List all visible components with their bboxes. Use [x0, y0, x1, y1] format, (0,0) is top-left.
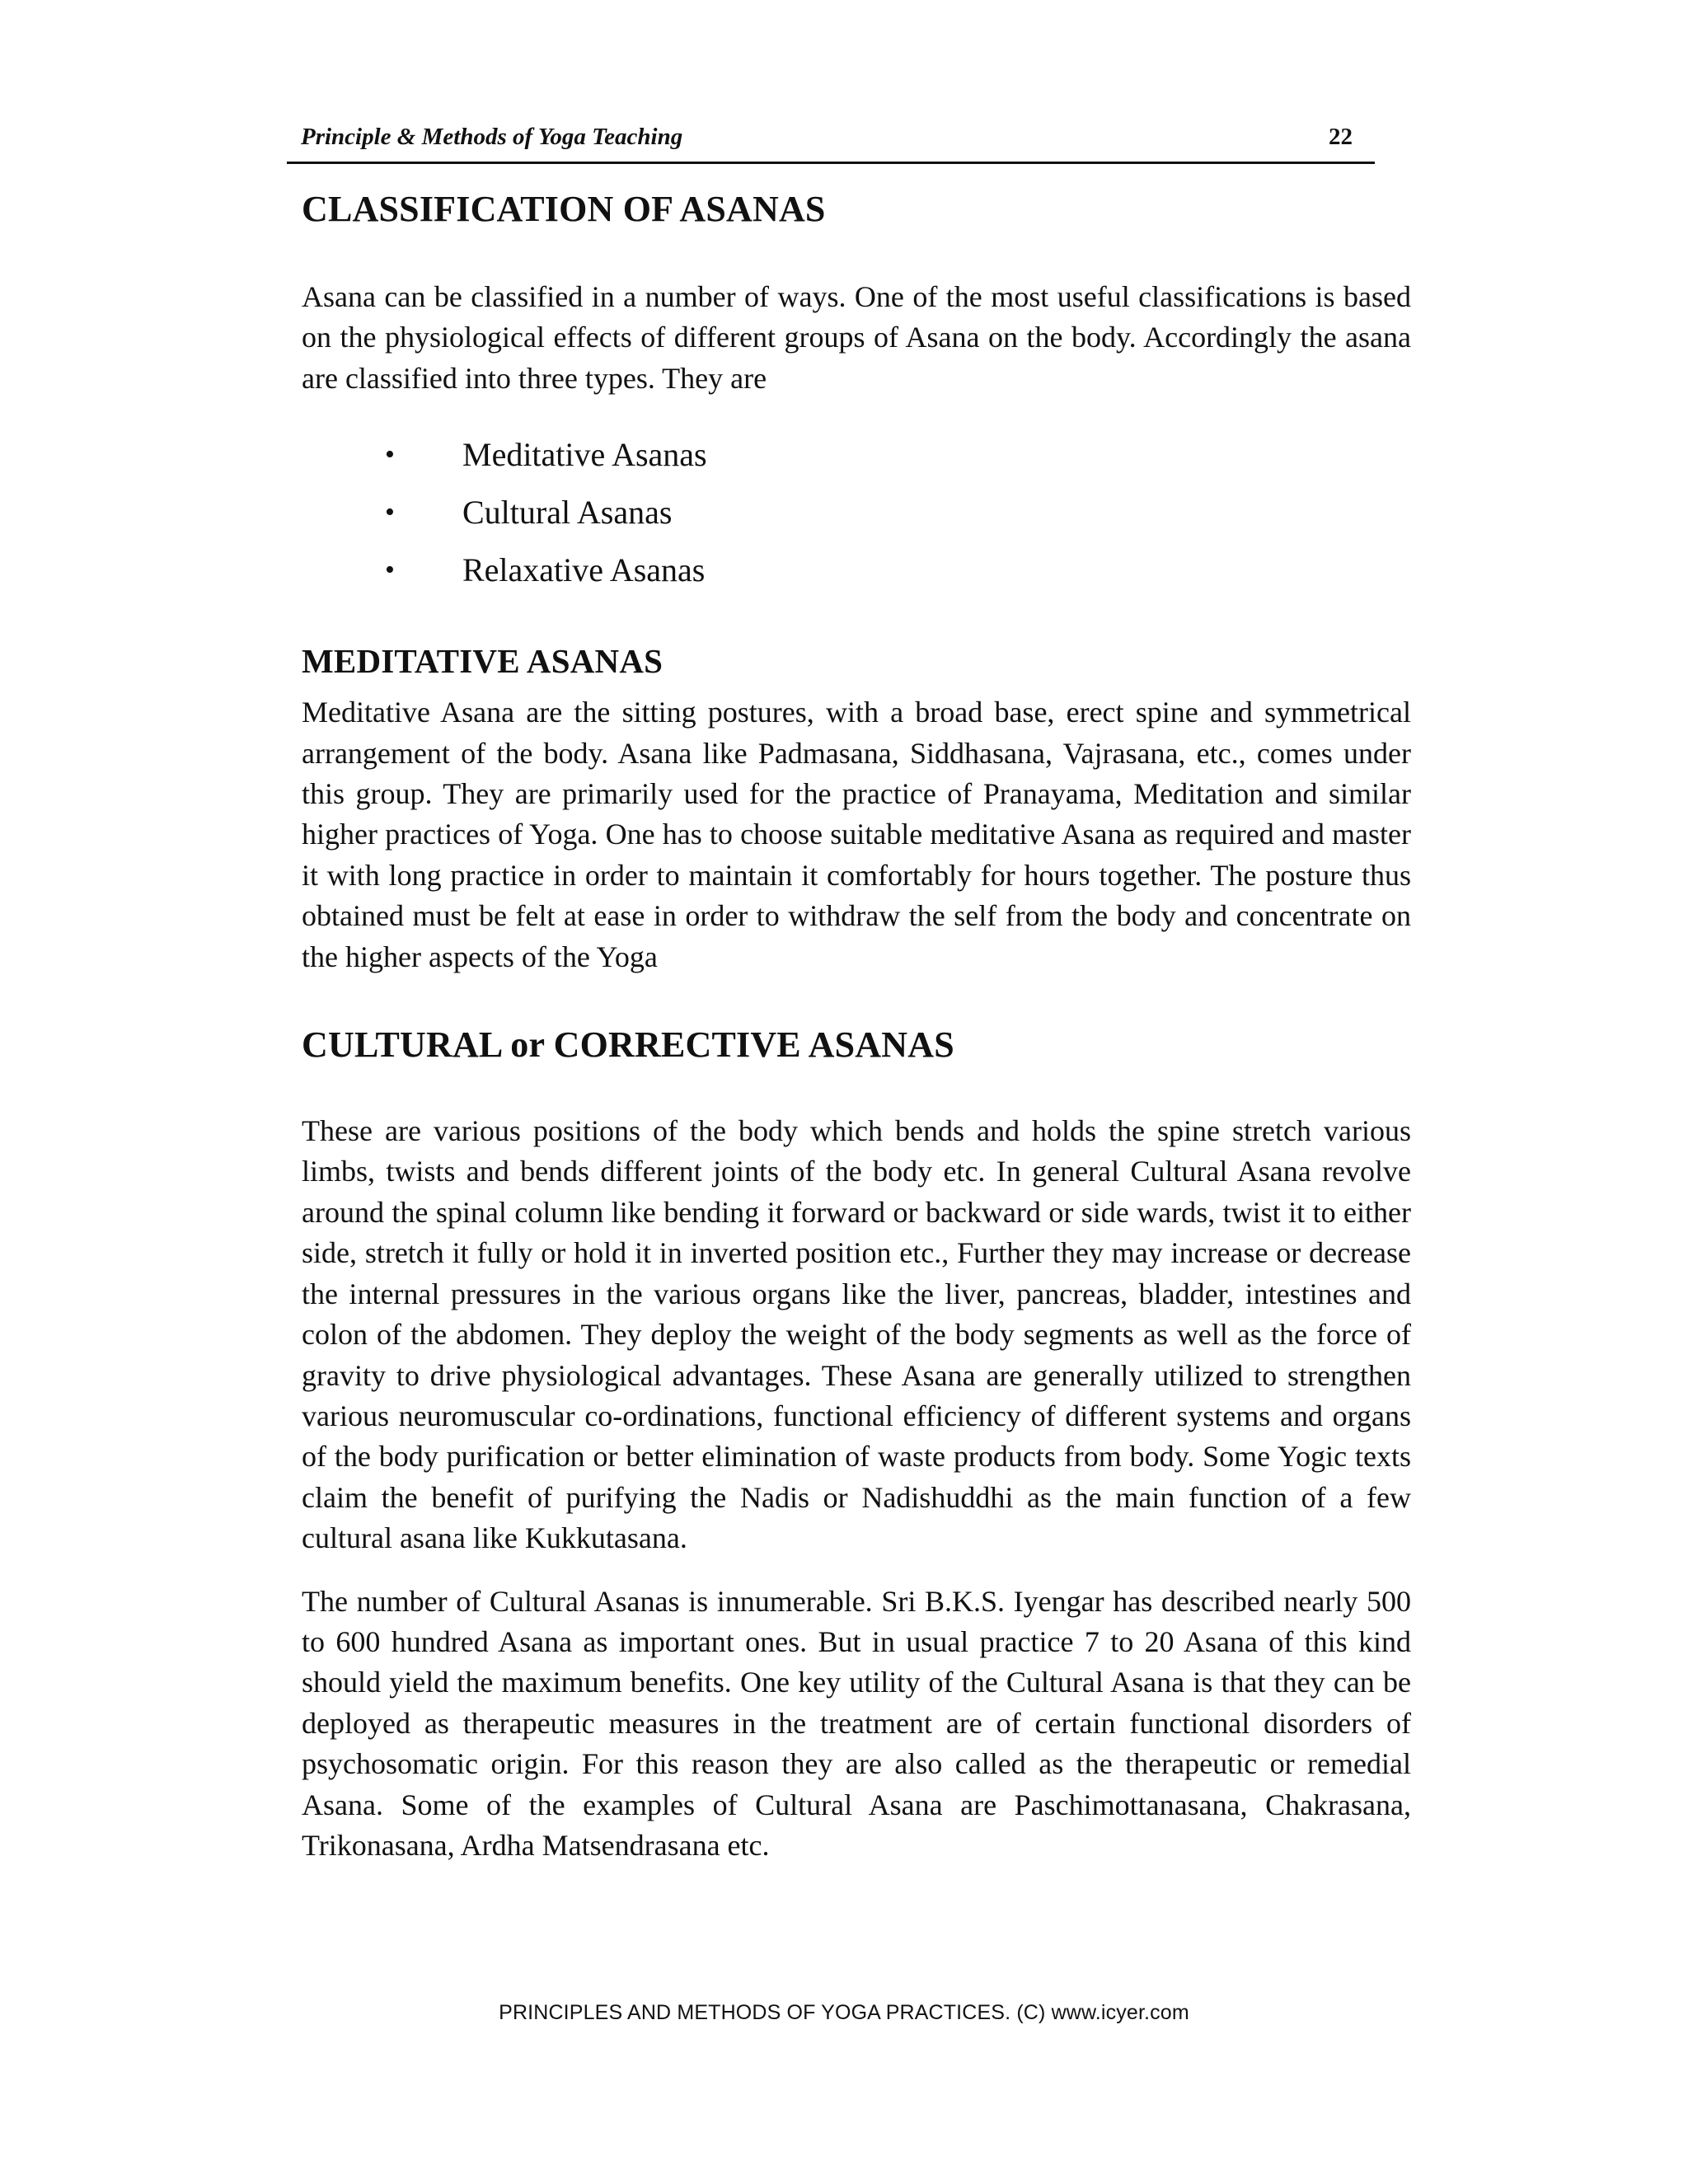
page-number: 22: [1329, 124, 1353, 150]
meditative-heading: MEDITATIVE ASANAS: [302, 642, 663, 681]
list-item: [302, 491, 1411, 549]
cultural-paragraph-1: These are various positions of the body which bends and holds the spine stretch various limbs, twists and bends different joints of the body etc. In general Cultural Asana revolve around the spinal column like bending it forward or backward or side wards, twist it to either side, stretch it fully or hold it in inverted position etc., Further they may increase or decrease the internal pressures in the various organs like the liver, pancreas, bladder, intestines and colon of the abdomen. They deploy the weight of the body segments as well as the force of gravity to drive physiological advantages. These Asana are generally utilized to strengthen various neuromuscular co-ordinations, functional efficiency of different systems and organs of the body purification or better elimination of waste products from body. Some Yogic texts claim the benefit of purifying the Nadis or Nadishuddhi as the main function of a few cultural asana like Kukkutasana.: [302, 1114, 1411, 1555]
running-header: [287, 124, 1375, 164]
asana-type-label: Meditative Asanas: [462, 436, 707, 474]
running-title: Principle & Methods of Yoga Teaching: [301, 124, 683, 150]
asana-types-list: [302, 434, 1411, 607]
meditative-paragraph: Meditative Asana are the sitting postures, with a broad base, erect spine and symmetrical arrangement of the body. Asana like Padmasana, Siddhasana, Vajrasana, etc., comes under this group. They are primarily used for the practice of Pranayama, Meditation and similar higher practices of Yoga. One has to choose suitable meditative Asana as required and master it with long practice in order to maintain it comfortably for hours together. The posture thus obtained must be felt at ease in order to withdraw the self from the body and concentrate on the higher aspects of the Yoga: [302, 696, 1411, 973]
cultural-heading: CULTURAL or CORRECTIVE ASANAS: [302, 1024, 954, 1066]
classification-heading: CLASSIFICATION OF ASANAS: [302, 189, 826, 229]
page-content: [302, 188, 1411, 1866]
bullet-icon: •: [385, 439, 395, 471]
asana-type-label: Relaxative Asanas: [462, 551, 706, 589]
cultural-paragraph-2: The number of Cultural Asanas is innumerable. Sri B.K.S. Iyengar has described nearly 500 to 600 hundred Asana as important ones. But in usual practice 7 to 20 Asana of this kind should yield the maximum benefits. One key utility of the Cultural Asana is that they can be deployed as therapeutic measures in the treatment are of certain functional disorders of psychosomatic origin. For this reason they are also called as the therapeutic or remedial Asana. Some of the examples of Cultural Asana are Paschimottanasana, Chakrasana, Trikonasana, Ardha Matsendrasana etc.: [302, 1584, 1411, 1862]
page-footer: PRINCIPLES AND METHODS OF YOGA PRACTICES. (C) www.icyer.com: [499, 2001, 1189, 2024]
list-item: [302, 549, 1411, 607]
list-item: [302, 434, 1411, 491]
bullet-icon: •: [385, 555, 395, 586]
asana-type-label: Cultural Asanas: [462, 494, 673, 532]
bullet-icon: •: [385, 497, 395, 528]
classification-intro: Asana can be classified in a number of ways. One of the most useful classifications is based on the physiological effects of different groups of Asana on the body. Accordingly the asana are classified into three types. They are: [302, 280, 1411, 395]
